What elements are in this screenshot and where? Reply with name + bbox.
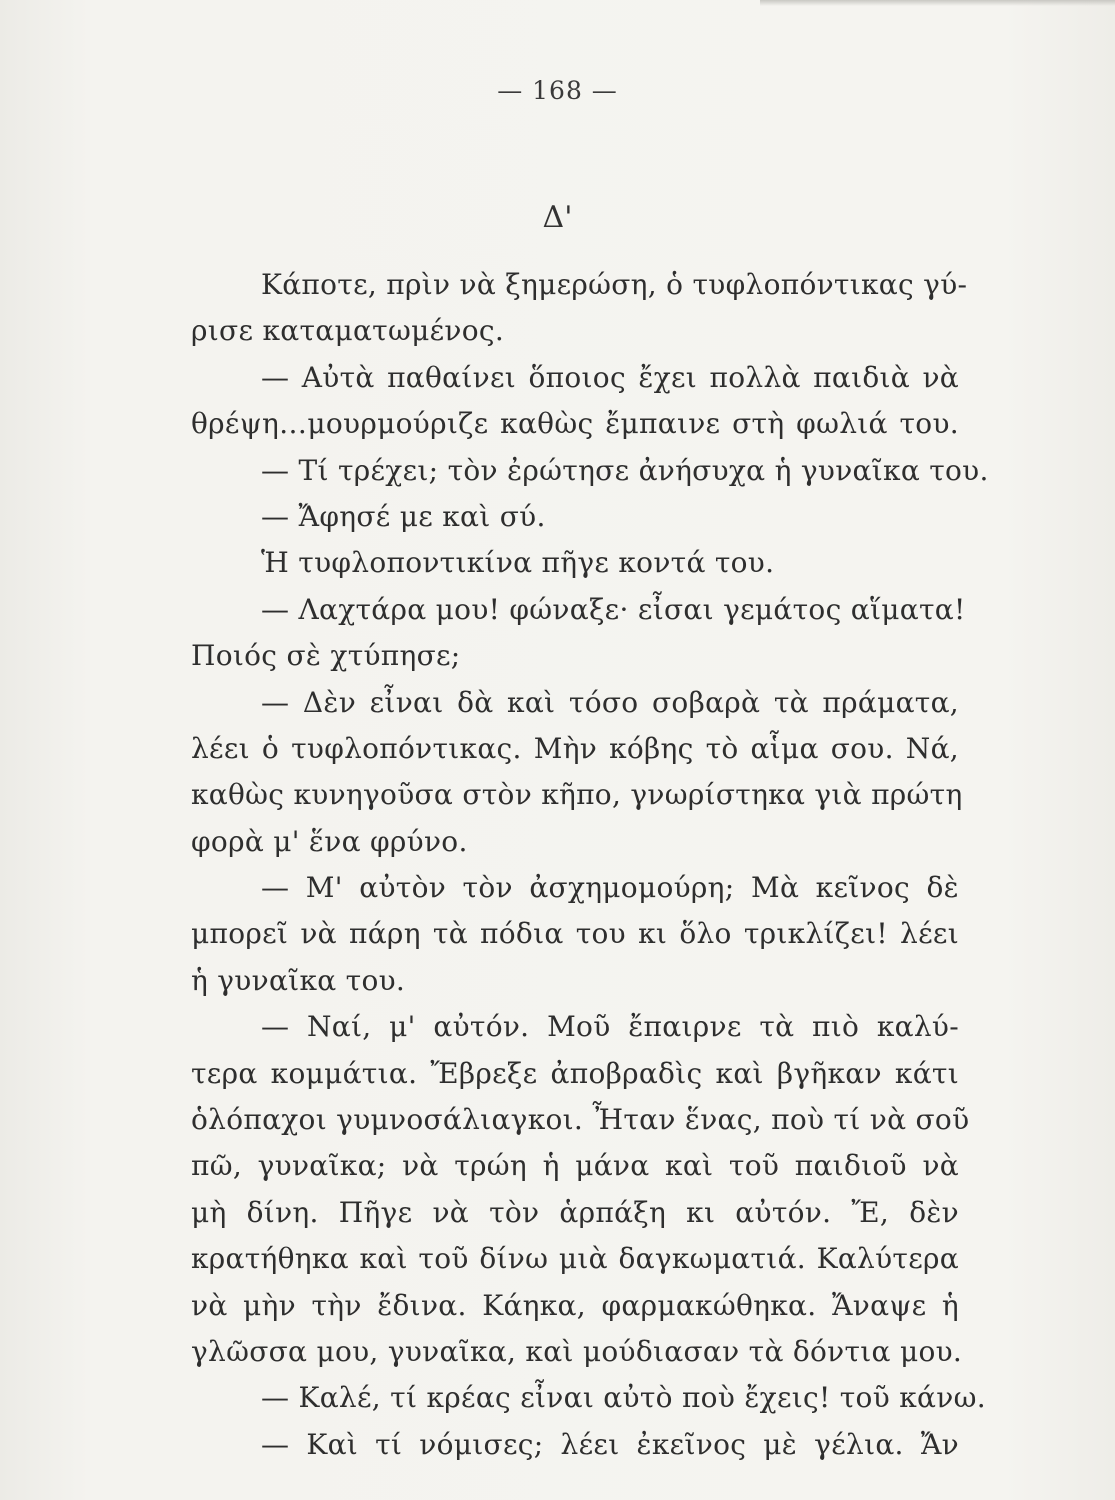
text-line: ρισε καταματωμένος. [191,314,505,348]
text-line: Κάποτε, πρὶν νὰ ξημερώση, ὁ τυφλοπόντικας γύ- [261,268,968,301]
text-line: μπορεῖ νὰ πάρη τὰ πόδια του κι ὅλο τρικλίζει! λέει [191,917,959,951]
text-line: γλῶσσα μου, γυναῖκα, καὶ μούδιασαν τὰ δόντια μου. [191,1334,963,1368]
text-line: ἡ γυναῖκα του. [191,963,406,997]
text-line: πῶ, γυναῖκα; νὰ τρώη ἡ μάνα καὶ τοῦ παιδιοῦ νὰ [191,1149,959,1183]
page-edge-shadow [760,0,1115,6]
page-number: — 168 — [497,76,618,105]
text-line: — Καὶ τί νόμισες; λέει ἐκεῖνος μὲ γέλια. Ἄν [261,1427,959,1461]
text-line: θρέψη…μουρμούριζε καθὼς ἔμπαινε στὴ φωλιά του. [191,407,959,441]
text-line: ὁλόπαχοι γυμνοσάλιαγκοι. Ἦταν ἕνας, ποὺ τί νὰ σοῦ [191,1103,970,1137]
text-line: τερα κομμάτια. Ἔβρεξε ἀποβραδὶς καὶ βγῆκαν κάτι [191,1056,959,1090]
text-line: — Δὲν εἶναι δὰ καὶ τόσο σοβαρὰ τὰ πράματα, [261,685,959,719]
text-line: — Καλέ, τί κρέας εἶναι αὐτὸ ποὺ ἔχεις! τοῦ κάνω. [261,1381,986,1415]
text-line: μὴ δίνη. Πῆγε νὰ τὸν ἁρπάξη κι αὐτόν. Ἔ, δὲν [191,1195,959,1229]
text-line: καθὼς κυνηγοῦσα στὸν κῆπο, γνωρίστηκα γιὰ πρώτη [191,778,963,812]
text-line: νὰ μὴν τὴν ἔδινα. Κάηκα, φαρμακώθηκα. Ἄναψε ἡ [191,1288,959,1322]
text-line: — Τί τρέχει; τὸν ἐρώτησε ἀνήσυχα ἡ γυναῖκα του. [261,453,989,487]
text-line: — Μ' αὐτὸν τὸν ἀσχημομούρη; Μὰ κεῖνος δὲ [261,871,959,905]
text-line: Ποιός σὲ χτύπησε; [191,639,461,673]
text-line: — Ναί, μ' αὐτόν. Μοῦ ἔπαιρνε τὰ πιὸ καλύ- [261,1010,959,1044]
text-line: φορὰ μ' ἕνα φρύνο. [191,824,468,858]
text-line: — Αὐτὰ παθαίνει ὅποιος ἔχει πολλὰ παιδιὰ νὰ [261,360,959,394]
text-line: κρατήθηκα καὶ τοῦ δίνω μιὰ δαγκωματιά. Καλύτερα [191,1242,959,1276]
text-line: λέει ὁ τυφλοπόντικας. Μὴν κόβης τὸ αἷμα σου. Νά, [191,731,959,765]
text-line: — Ἄφησέ με καὶ σύ. [261,499,546,533]
text-line: — Λαχτάρα μου! φώναξε· εἶσαι γεμάτος αἵματα! [261,592,966,626]
chapter-heading: Δ' [542,200,573,235]
text-line: Ἡ τυφλοποντικίνα πῆγε κοντά του. [261,546,775,580]
body-text [191,262,989,1468]
